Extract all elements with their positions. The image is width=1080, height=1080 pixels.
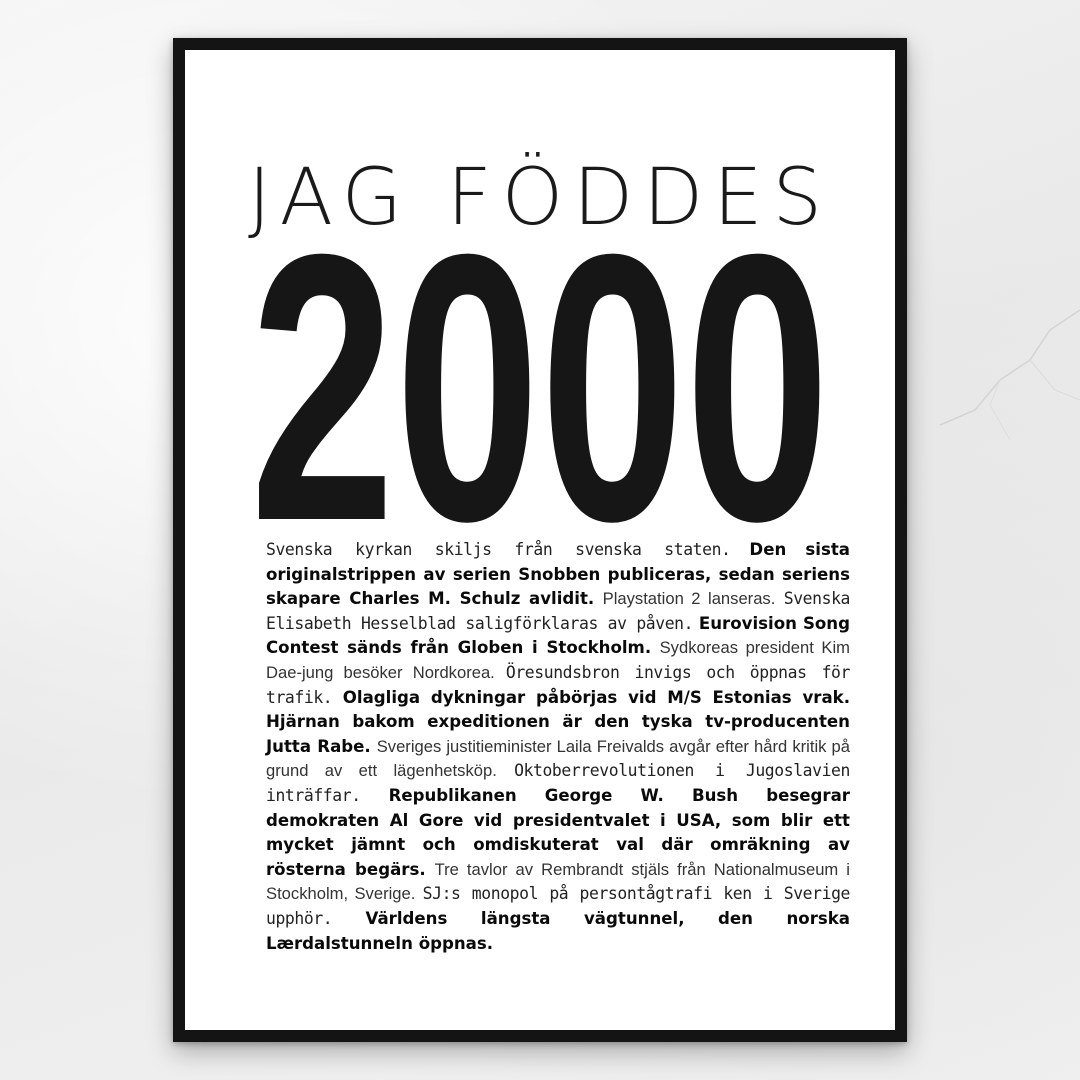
fact-4: Svenska Elisabeth Hesselblad saligförklaras av påven. — [266, 589, 851, 633]
poster-headline: JAG FÖDDES — [247, 153, 833, 243]
fact-2: Den sista originalstrippen av serien Snobben publiceras, sedan seriens skapare Charles M. Schulz avlidit. — [266, 540, 850, 609]
poster-facts — [266, 538, 850, 956]
poster — [185, 50, 895, 1030]
fact-5: Eurovision Song Contest sänds från Globen i Stockholm. — [266, 613, 850, 658]
poster-year-graphic — [240, 223, 840, 543]
fact-14: Världens längsta vägtunnel, den norska Lærdalstunneln öppnas. — [266, 908, 850, 953]
poster-year-text: 2000 — [250, 223, 830, 543]
fact-3: Playstation 2 lanseras. — [602, 589, 776, 609]
fact-8: Olagliga dykningar påbörjas vid M/S Estonias vrak. Hjärnan bakom expeditionen är den tyska tv-producenten Jutta Rabe. — [266, 687, 851, 756]
fact-9: Sveriges justitieminister Laila Freivalds avgår efter hård kritik på grund av ett lägenhetsköp. — [266, 736, 851, 781]
wall-crack — [880, 300, 1080, 460]
poster-year — [185, 218, 895, 548]
fact-1: Svenska kyrkan skiljs från svenska staten. — [266, 540, 731, 559]
fact-7: Öresundsbron invigs och öppnas för trafik. — [266, 662, 850, 707]
poster-frame — [173, 38, 907, 1042]
fact-6: Sydkoreas president Kim Dae-jung besöker Nordkorea. — [266, 638, 850, 682]
fact-10: Oktoberrevolutionen i Jugoslavien inträffar. — [266, 761, 850, 805]
fact-11: Republikanen George W. Bush besegrar demokraten Al Gore vid presidentvalet i USA, som blir ett mycket jämnt och omdiskuterat val där omräkning av rösterna begärs. — [266, 785, 850, 879]
fact-13: SJ:s monopol på persontågtrafi ken i Sverige upphör. — [266, 884, 851, 928]
fact-12: Tre tavlor av Rembrandt stjäls från Nationalmuseum i Stockholm, Sverige. — [266, 859, 850, 904]
